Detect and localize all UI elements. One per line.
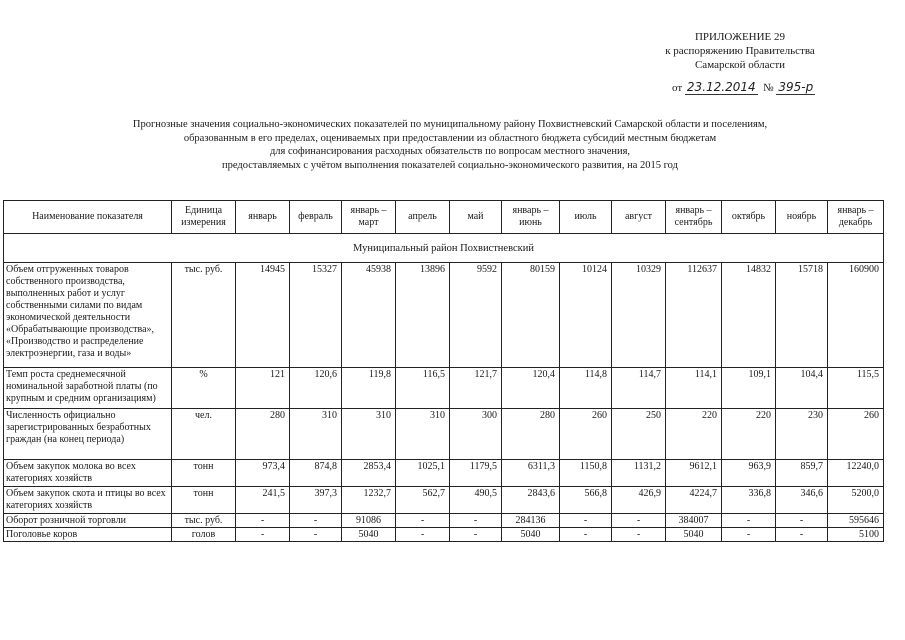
cell-value: 120,4	[502, 368, 560, 409]
cell-value: 9612,1	[666, 460, 722, 487]
order-number: 395-р	[778, 80, 814, 94]
cell-value: 45938	[342, 263, 396, 368]
cell-value: 384007	[666, 514, 722, 528]
cell-value: 160900	[828, 263, 884, 368]
cell-value: 973,4	[236, 460, 290, 487]
cell-value: 284136	[502, 514, 560, 528]
table-row	[4, 460, 884, 487]
cell-value: 336,8	[722, 487, 776, 514]
row-name: Объем закупок молока во всех категориях хозяйств	[4, 460, 172, 487]
row-unit: чел.	[172, 409, 236, 460]
cell-value: 10124	[560, 263, 612, 368]
cell-value: 116,5	[396, 368, 450, 409]
cell-value: 220	[666, 409, 722, 460]
cell-value: 260	[828, 409, 884, 460]
cell-value: 1025,1	[396, 460, 450, 487]
cell-value: 963,9	[722, 460, 776, 487]
col-header-aug: август	[612, 201, 666, 234]
col-header-jan: январь	[236, 201, 290, 234]
col-header-nov: ноябрь	[776, 201, 828, 234]
col-header-unit: Единица измерения	[172, 201, 236, 234]
row-unit: %	[172, 368, 236, 409]
cell-value: -	[722, 514, 776, 528]
cell-value: -	[722, 528, 776, 542]
table-header-row	[4, 201, 884, 234]
cell-value: 241,5	[236, 487, 290, 514]
row-name: Объем закупок скота и птицы во всех категориях хозяйств	[4, 487, 172, 514]
cell-value: 874,8	[290, 460, 342, 487]
title-line-4: предоставляемых с учётом выполнения показателей социально-экономического развития, на 2015 год	[222, 159, 678, 171]
cell-value: 4224,7	[666, 487, 722, 514]
title-line-2: образованным в его пределах, оцениваемых при предоставлении из областного бюджета субсидий местным бюджетам	[183, 132, 717, 144]
cell-value: -	[236, 528, 290, 542]
cell-value: 114,8	[560, 368, 612, 409]
cell-value: 115,5	[828, 368, 884, 409]
cell-value: 230	[776, 409, 828, 460]
cell-value: -	[236, 514, 290, 528]
col-header-may: май	[450, 201, 502, 234]
cell-value: 300	[450, 409, 502, 460]
col-header-jul: июль	[560, 201, 612, 234]
cell-value: 5100	[828, 528, 884, 542]
cell-value: -	[450, 528, 502, 542]
cell-value: 15327	[290, 263, 342, 368]
order-date: 23.12.2014	[686, 80, 756, 94]
cell-value: 280	[502, 409, 560, 460]
cell-value: 9592	[450, 263, 502, 368]
cell-value: -	[776, 514, 828, 528]
cell-value: 104,4	[776, 368, 828, 409]
order-reference	[672, 80, 815, 94]
cell-value: 5040	[666, 528, 722, 542]
cell-value: 490,5	[450, 487, 502, 514]
cell-value: -	[612, 528, 666, 542]
col-header-apr: апрель	[396, 201, 450, 234]
title-line-1: Прогнозные значения социально-экономических показателей по муниципальному району Похвистневский Самарской области и поселениям,	[132, 119, 768, 130]
table-row	[4, 263, 884, 368]
col-header-oct: октябрь	[722, 201, 776, 234]
cell-value: 1232,7	[342, 487, 396, 514]
cell-value: 280	[236, 409, 290, 460]
cell-value: -	[776, 528, 828, 542]
cell-value: 10329	[612, 263, 666, 368]
cell-value: 109,1	[722, 368, 776, 409]
order-number-label: №	[763, 82, 774, 94]
cell-value: 6311,3	[502, 460, 560, 487]
cell-value: 220	[722, 409, 776, 460]
cell-value: 426,9	[612, 487, 666, 514]
cell-value: 2853,4	[342, 460, 396, 487]
cell-value: 2843,6	[502, 487, 560, 514]
section-row	[4, 234, 884, 263]
cell-value: 562,7	[396, 487, 450, 514]
row-unit: тонн	[172, 487, 236, 514]
cell-value: -	[450, 514, 502, 528]
appendix-line-2: к распоряжению Правительства	[665, 45, 815, 57]
cell-value: -	[396, 514, 450, 528]
cell-value: 14832	[722, 263, 776, 368]
cell-value: -	[290, 514, 342, 528]
cell-value: 91086	[342, 514, 396, 528]
cell-value: -	[612, 514, 666, 528]
table-row	[4, 368, 884, 409]
cell-value: -	[396, 528, 450, 542]
appendix-line-3: Самарской области	[694, 59, 786, 71]
cell-value: 80159	[502, 263, 560, 368]
cell-value: 12240,0	[828, 460, 884, 487]
col-header-jan-jun: январь – июнь	[502, 201, 560, 234]
row-unit: тыс. руб.	[172, 263, 236, 368]
cell-value: -	[290, 528, 342, 542]
cell-value: 250	[612, 409, 666, 460]
col-header-jan-dec: январь – декабрь	[828, 201, 884, 234]
cell-value: 5200,0	[828, 487, 884, 514]
cell-value: 120,6	[290, 368, 342, 409]
appendix-header	[640, 30, 840, 72]
row-name: Численность официально зарегистрированных безработных граждан (на конец периода)	[4, 409, 172, 460]
col-header-feb: февраль	[290, 201, 342, 234]
title-line-3: для софинансирования расходных обязательств по вопросам местного значения,	[269, 146, 631, 157]
cell-value: 15718	[776, 263, 828, 368]
row-unit: тонн	[172, 460, 236, 487]
cell-value: 310	[342, 409, 396, 460]
document-title	[60, 118, 840, 172]
cell-value: 119,8	[342, 368, 396, 409]
row-name: Поголовье коров	[4, 528, 172, 542]
table-row	[4, 487, 884, 514]
cell-value: 13896	[396, 263, 450, 368]
col-header-jan-mar: январь – март	[342, 201, 396, 234]
cell-value: 859,7	[776, 460, 828, 487]
order-date-label: от	[672, 82, 683, 94]
row-unit: голов	[172, 528, 236, 542]
table-row	[4, 528, 884, 542]
cell-value: -	[560, 514, 612, 528]
cell-value: 310	[290, 409, 342, 460]
cell-value: 260	[560, 409, 612, 460]
cell-value: 566,8	[560, 487, 612, 514]
cell-value: 114,7	[612, 368, 666, 409]
row-unit: тыс. руб.	[172, 514, 236, 528]
cell-value: 397,3	[290, 487, 342, 514]
cell-value: 1179,5	[450, 460, 502, 487]
table-row	[4, 514, 884, 528]
appendix-title: ПРИЛОЖЕНИЕ 29	[694, 31, 786, 43]
cell-value: 121	[236, 368, 290, 409]
row-name: Темп роста среднемесячной номинальной заработной платы (по крупным и средним организациям)	[4, 368, 172, 409]
cell-value: 112637	[666, 263, 722, 368]
row-name: Оборот розничной торговли	[4, 514, 172, 528]
cell-value: -	[560, 528, 612, 542]
cell-value: 14945	[236, 263, 290, 368]
row-name: Объем отгруженных товаров собственного производства, выполненных работ и услуг собственными силами по видам экономической деятельности «Обрабатывающие производства», «Производство и распределение электроэнергии, газа и воды»	[4, 263, 172, 368]
cell-value: 595646	[828, 514, 884, 528]
cell-value: 121,7	[450, 368, 502, 409]
indicators-table	[3, 200, 884, 542]
cell-value: 5040	[342, 528, 396, 542]
cell-value: 310	[396, 409, 450, 460]
cell-value: 5040	[502, 528, 560, 542]
col-header-jan-sep: январь – сентябрь	[666, 201, 722, 234]
cell-value: 114,1	[666, 368, 722, 409]
section-title: Муниципальный район Похвистневский	[4, 234, 884, 263]
cell-value: 1131,2	[612, 460, 666, 487]
cell-value: 1150,8	[560, 460, 612, 487]
table-row	[4, 409, 884, 460]
col-header-name: Наименование показателя	[4, 201, 172, 234]
cell-value: 346,6	[776, 487, 828, 514]
